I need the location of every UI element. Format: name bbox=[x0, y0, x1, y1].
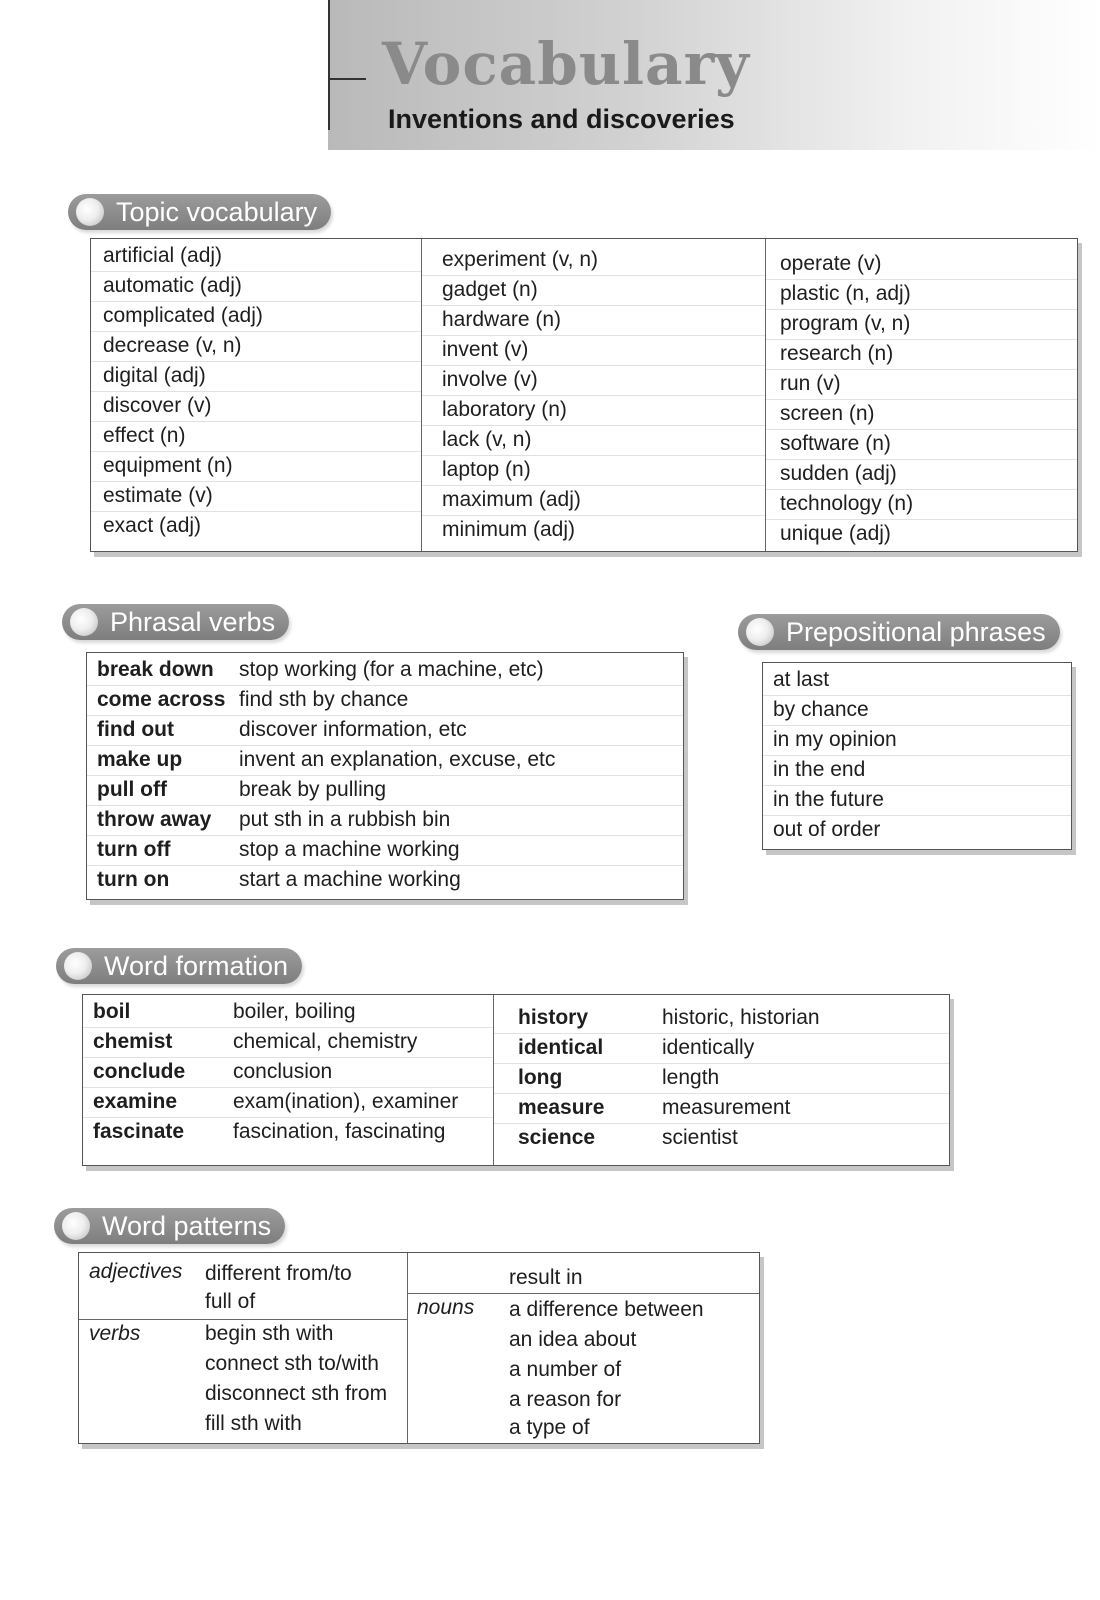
list-item bbox=[763, 725, 1071, 756]
phrasal-verb: turn off bbox=[97, 838, 171, 861]
list-item bbox=[766, 489, 1077, 520]
derived-forms: conclusion bbox=[233, 1060, 333, 1083]
phrasal-verb-meaning: find sth by chance bbox=[239, 688, 409, 711]
root-word: conclude bbox=[93, 1060, 186, 1083]
prepositional-phrase: by chance bbox=[773, 698, 869, 721]
phrasal-verb: throw away bbox=[97, 808, 212, 831]
root-word: history bbox=[518, 1006, 589, 1029]
list-item bbox=[763, 695, 1071, 726]
vocab-word: equipment (n) bbox=[103, 454, 233, 477]
list-item bbox=[766, 309, 1077, 340]
derived-forms: boiler, boiling bbox=[233, 1000, 356, 1023]
root-word: measure bbox=[518, 1096, 605, 1119]
column-divider bbox=[407, 1253, 408, 1443]
vocab-word: sudden (adj) bbox=[780, 462, 897, 485]
table-row bbox=[87, 745, 683, 776]
list-item bbox=[422, 245, 765, 276]
vocab-word: laboratory (n) bbox=[442, 398, 567, 421]
phrasal-verb-meaning: stop a machine working bbox=[239, 838, 460, 861]
vocab-word: decrease (v, n) bbox=[103, 334, 242, 357]
pattern-item: a number of bbox=[509, 1358, 622, 1381]
vocab-word: gadget (n) bbox=[442, 278, 538, 301]
vocab-word: discover (v) bbox=[103, 394, 212, 417]
pattern-item: begin sth with bbox=[205, 1322, 334, 1345]
vocab-word: hardware (n) bbox=[442, 308, 562, 331]
vocab-word: effect (n) bbox=[103, 424, 186, 447]
phrasal-verb: break down bbox=[97, 658, 214, 681]
phrasal-verbs-tab-label: Phrasal verbs bbox=[110, 607, 276, 637]
table-row bbox=[87, 685, 683, 716]
list-item bbox=[766, 459, 1077, 490]
nouns-label: nouns bbox=[417, 1296, 475, 1319]
list-item bbox=[91, 241, 421, 272]
prepositional-phrase: at last bbox=[773, 668, 830, 691]
root-word: science bbox=[518, 1126, 596, 1149]
list-item bbox=[763, 755, 1071, 786]
bullet-icon bbox=[70, 608, 98, 636]
header-rule-vertical bbox=[328, 0, 330, 130]
vocab-word: artificial (adj) bbox=[103, 244, 223, 267]
table-row bbox=[87, 865, 683, 895]
page-title: Vocabulary bbox=[382, 30, 750, 98]
root-word: chemist bbox=[93, 1030, 173, 1053]
list-item bbox=[91, 511, 421, 541]
list-item bbox=[422, 395, 765, 426]
list-item bbox=[766, 279, 1077, 310]
prepositional-phrases-tab bbox=[738, 614, 1060, 650]
list-item bbox=[91, 451, 421, 482]
prepositional-phrase: in the end bbox=[773, 758, 866, 781]
phrasal-verb-meaning: stop working (for a machine, etc) bbox=[239, 658, 544, 681]
word-formation-table bbox=[82, 994, 950, 1166]
root-word: identical bbox=[518, 1036, 604, 1059]
vocab-word: complicated (adj) bbox=[103, 304, 263, 327]
list-item bbox=[422, 455, 765, 486]
vocab-word: involve (v) bbox=[442, 368, 538, 391]
list-item bbox=[91, 271, 421, 302]
topic-vocabulary-tab bbox=[68, 194, 331, 230]
list-item bbox=[422, 365, 765, 396]
list-item bbox=[763, 785, 1071, 816]
vocab-word: run (v) bbox=[780, 372, 841, 395]
vocab-word: invent (v) bbox=[442, 338, 529, 361]
vocab-word: operate (v) bbox=[780, 252, 882, 275]
list-item bbox=[422, 515, 765, 545]
list-item bbox=[766, 249, 1077, 280]
list-item bbox=[766, 429, 1077, 460]
topic-vocabulary-column-3 bbox=[766, 249, 1077, 549]
list-item bbox=[91, 421, 421, 452]
root-word: boil bbox=[93, 1000, 131, 1023]
word-formation-tab-label: Word formation bbox=[104, 951, 289, 981]
list-item bbox=[422, 305, 765, 336]
prepositional-phrase: out of order bbox=[773, 818, 881, 841]
phrasal-verb-meaning: discover information, etc bbox=[239, 718, 467, 741]
prepositional-phrase: in the future bbox=[773, 788, 884, 811]
table-row bbox=[83, 997, 493, 1028]
vocab-word: software (n) bbox=[780, 432, 891, 455]
derived-forms: chemical, chemistry bbox=[233, 1030, 418, 1053]
phrasal-verb-meaning: put sth in a rubbish bin bbox=[239, 808, 451, 831]
list-item bbox=[766, 339, 1077, 370]
list-item bbox=[422, 485, 765, 516]
vocab-word: minimum (adj) bbox=[442, 518, 576, 541]
word-patterns-table bbox=[78, 1252, 760, 1444]
prepositional-phrases-table bbox=[762, 662, 1072, 850]
derived-forms: scientist bbox=[662, 1126, 738, 1149]
vocab-word: exact (adj) bbox=[103, 514, 202, 537]
phrasal-verb-meaning: invent an explanation, excuse, etc bbox=[239, 748, 556, 771]
verbs-label: verbs bbox=[89, 1322, 141, 1345]
table-row bbox=[83, 1087, 493, 1118]
pattern-item: an idea about bbox=[509, 1328, 637, 1351]
table-row bbox=[494, 1063, 949, 1094]
phrasal-verb-meaning: break by pulling bbox=[239, 778, 387, 801]
prepositional-phrase: in my opinion bbox=[773, 728, 897, 751]
pattern-item: different from/to bbox=[205, 1262, 352, 1285]
word-patterns-tab-label: Word patterns bbox=[102, 1211, 272, 1241]
list-item bbox=[763, 815, 1071, 845]
root-word: long bbox=[518, 1066, 563, 1089]
vocab-word: maximum (adj) bbox=[442, 488, 581, 511]
vocab-word: program (v, n) bbox=[780, 312, 911, 335]
word-formation-left bbox=[83, 997, 493, 1157]
list-item bbox=[766, 399, 1077, 430]
bullet-icon bbox=[76, 198, 104, 226]
vocab-word: plastic (n, adj) bbox=[780, 282, 911, 305]
derived-forms: historic, historian bbox=[662, 1006, 820, 1029]
table-row bbox=[494, 1093, 949, 1124]
vocab-word: screen (n) bbox=[780, 402, 875, 425]
list-item bbox=[91, 481, 421, 512]
topic-vocabulary-column-1 bbox=[91, 241, 421, 541]
phrasal-verb-meaning: start a machine working bbox=[239, 868, 461, 891]
vocab-word: research (n) bbox=[780, 342, 894, 365]
list-item bbox=[763, 665, 1071, 696]
derived-forms: exam(ination), examiner bbox=[233, 1090, 459, 1113]
phrasal-verb: turn on bbox=[97, 868, 170, 891]
word-formation-right bbox=[494, 1003, 949, 1163]
table-row bbox=[83, 1117, 493, 1147]
word-patterns-tab bbox=[54, 1208, 285, 1244]
vocab-word: automatic (adj) bbox=[103, 274, 242, 297]
list-item bbox=[766, 519, 1077, 549]
header-rule-horizontal bbox=[328, 78, 366, 80]
adjectives-label: adjectives bbox=[89, 1260, 183, 1283]
table-row bbox=[494, 1123, 949, 1153]
vocab-word: laptop (n) bbox=[442, 458, 531, 481]
derived-forms: fascination, fascinating bbox=[233, 1120, 446, 1143]
pattern-item: a reason for bbox=[509, 1388, 622, 1411]
pattern-item: disconnect sth from bbox=[205, 1382, 388, 1405]
pattern-item: result in bbox=[509, 1266, 583, 1289]
table-row bbox=[83, 1057, 493, 1088]
list-item bbox=[766, 369, 1077, 400]
list-item bbox=[422, 335, 765, 366]
derived-forms: identically bbox=[662, 1036, 755, 1059]
phrasal-verbs-table bbox=[86, 652, 684, 900]
phrasal-verb: make up bbox=[97, 748, 183, 771]
root-word: fascinate bbox=[93, 1120, 185, 1143]
list-item bbox=[91, 301, 421, 332]
pattern-item: a type of bbox=[509, 1416, 590, 1439]
table-row bbox=[87, 655, 683, 686]
phrasal-verbs-tab bbox=[62, 604, 289, 640]
prepositional-phrases-tab-label: Prepositional phrases bbox=[786, 617, 1046, 647]
phrasal-verb: come across bbox=[97, 688, 226, 711]
vocab-word: technology (n) bbox=[780, 492, 914, 515]
bullet-icon bbox=[746, 618, 774, 646]
list-item bbox=[422, 425, 765, 456]
vocab-word: lack (v, n) bbox=[442, 428, 532, 451]
list-item bbox=[91, 361, 421, 392]
bullet-icon bbox=[64, 952, 92, 980]
bullet-icon bbox=[62, 1212, 90, 1240]
table-row bbox=[87, 715, 683, 746]
derived-forms: length bbox=[662, 1066, 720, 1089]
vocab-word: digital (adj) bbox=[103, 364, 206, 387]
phrasal-verb: find out bbox=[97, 718, 174, 741]
pattern-item: connect sth to/with bbox=[205, 1352, 379, 1375]
list-item bbox=[422, 275, 765, 306]
derived-forms: measurement bbox=[662, 1096, 791, 1119]
word-formation-tab bbox=[56, 948, 302, 984]
list-item bbox=[91, 391, 421, 422]
topic-vocabulary-tab-label: Topic vocabulary bbox=[116, 197, 318, 227]
root-word: examine bbox=[93, 1090, 178, 1113]
page-subtitle: Inventions and discoveries bbox=[388, 104, 735, 134]
pattern-item: full of bbox=[205, 1290, 256, 1313]
topic-vocabulary-column-2 bbox=[422, 245, 765, 545]
pattern-item: a difference between bbox=[509, 1298, 704, 1321]
list-item bbox=[91, 331, 421, 362]
table-row bbox=[494, 1033, 949, 1064]
table-row bbox=[87, 775, 683, 806]
table-row bbox=[83, 1027, 493, 1058]
vocab-word: estimate (v) bbox=[103, 484, 213, 507]
topic-vocabulary-table bbox=[90, 238, 1078, 552]
table-row bbox=[87, 805, 683, 836]
table-row bbox=[87, 835, 683, 866]
phrasal-verb: pull off bbox=[97, 778, 167, 801]
table-row bbox=[494, 1003, 949, 1034]
vocab-word: unique (adj) bbox=[780, 522, 891, 545]
vocab-word: experiment (v, n) bbox=[442, 248, 598, 271]
pattern-item: fill sth with bbox=[205, 1412, 302, 1435]
